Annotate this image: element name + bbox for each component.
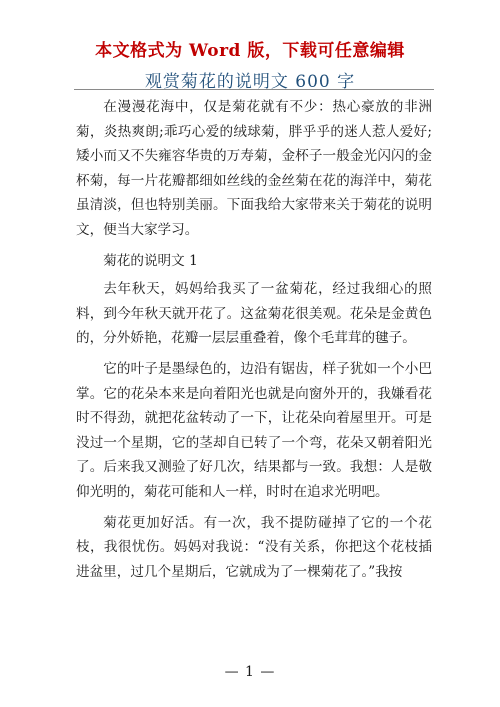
document-title: 观赏菊花的说明文 600 字 [144, 72, 356, 92]
body-paragraph: 去年秋天，妈妈给我买了一盆菊花，经过我细心的照料，到今年秋天就开花了。这盆菊花很美观。花朵是金黄色的，分外娇艳，花瓣一层层重叠着，像个毛茸茸的毽子。 [76, 281, 432, 347]
word-format-banner: 本文格式为 Word 版，下载可任意编辑 [95, 41, 405, 61]
document-body [76, 95, 432, 590]
intro-paragraph: 在漫漫花海中，仅是菊花就有不少：热心豪放的非洲菊，炎热爽朗;乖巧心爱的绒球菊，胖乎乎的迷人惹人爱好;矮小而又不失雍容华贵的万寿菊，金杯子一般金光闪闪的金杯菊，每一片花瓣都细如丝线的金丝菊在花的海洋中，菊花虽清淡，但也特别美丽。下面我给大家带来关于菊花的说明文，便当大家学习。 [76, 99, 432, 238]
title-divider [74, 89, 434, 90]
body-paragraph: 菊花更加好活。有一次，我不提防碰掉了它的一个花枝，我很忧伤。妈妈对我说：“没有关系，你把这个花枝插进盆里，过几个星期后，它就成为了一棵菊花了。”我按 [76, 514, 432, 580]
page-number: — 1 — [224, 664, 276, 680]
body-paragraph: 它的叶子是墨绿色的，边沿有锯齿，样子犹如一个小巴掌。它的花朵本来是向着阳光也就是向窗外开的，我嫌看花时不得劲，就把花盆转动了一下，让花朵向着屋里开。可是没过一个星期，它的茎却自已转了一个弯，花朵又朝着阳光了。后来我又测验了好几次，结果都与一致。我想：人是敬仰光明的，菊花可能和人一样，时时在追求光明吧。 [76, 360, 432, 500]
section-subheading: 菊花的说明文 1 [103, 252, 198, 269]
